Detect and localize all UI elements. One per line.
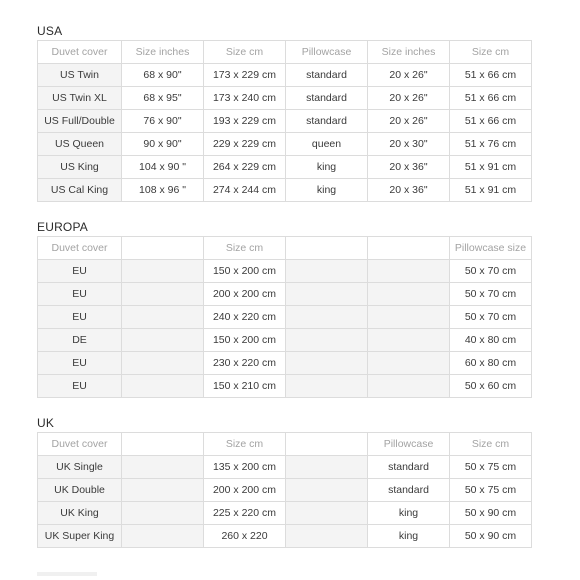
table-row xyxy=(38,179,532,202)
table-cell: 20 x 30" xyxy=(368,133,450,156)
usa-section-title: USA xyxy=(37,24,63,38)
table-cell: UK Single xyxy=(38,456,122,479)
table-cell xyxy=(286,352,368,375)
table-cell xyxy=(286,283,368,306)
table-row xyxy=(38,456,532,479)
table-cell: US Full/Double xyxy=(38,110,122,133)
table-cell: 200 x 200 cm xyxy=(204,479,286,502)
table-row xyxy=(38,375,532,398)
column-header: Size cm xyxy=(450,433,532,456)
table-cell: 260 x 220 xyxy=(204,525,286,548)
table-cell: 20 x 36" xyxy=(368,156,450,179)
table-cell: EU xyxy=(38,375,122,398)
column-header xyxy=(286,433,368,456)
footer-divider xyxy=(37,572,97,576)
table-cell: king xyxy=(368,525,450,548)
table-cell: 50 x 75 cm xyxy=(450,456,532,479)
table-row xyxy=(38,110,532,133)
table-cell xyxy=(286,306,368,329)
table-cell: US King xyxy=(38,156,122,179)
table-cell: 76 x 90" xyxy=(122,110,204,133)
column-header: Size cm xyxy=(450,41,532,64)
table-cell xyxy=(286,456,368,479)
table-cell xyxy=(286,329,368,352)
table-cell xyxy=(122,456,204,479)
usa-size-table xyxy=(37,40,532,202)
table-cell: 51 x 91 cm xyxy=(450,156,532,179)
table-cell: EU xyxy=(38,352,122,375)
column-header: Duvet cover xyxy=(38,433,122,456)
table-cell: king xyxy=(286,179,368,202)
table-cell: EU xyxy=(38,283,122,306)
table-cell: 50 x 70 cm xyxy=(450,306,532,329)
table-cell: 60 x 80 cm xyxy=(450,352,532,375)
table-cell: 20 x 26" xyxy=(368,110,450,133)
table-row xyxy=(38,479,532,502)
table-cell: standard xyxy=(368,479,450,502)
table-cell xyxy=(368,329,450,352)
table-row xyxy=(38,525,532,548)
table-cell: standard xyxy=(368,456,450,479)
table-row xyxy=(38,64,532,87)
table-cell xyxy=(122,260,204,283)
table-cell xyxy=(122,502,204,525)
table-cell: 135 x 200 cm xyxy=(204,456,286,479)
table-cell: 68 x 90" xyxy=(122,64,204,87)
europa-size-table xyxy=(37,236,532,398)
table-cell: 230 x 220 cm xyxy=(204,352,286,375)
table-row xyxy=(38,156,532,179)
column-header xyxy=(368,237,450,260)
table-row xyxy=(38,352,532,375)
table-cell: 50 x 90 cm xyxy=(450,525,532,548)
table-cell xyxy=(122,306,204,329)
table-cell: 150 x 210 cm xyxy=(204,375,286,398)
column-header: Size inches xyxy=(368,41,450,64)
table-cell: 20 x 26" xyxy=(368,64,450,87)
table-cell xyxy=(122,329,204,352)
uk-section-title: UK xyxy=(37,416,55,430)
table-cell: queen xyxy=(286,133,368,156)
table-cell: DE xyxy=(38,329,122,352)
table-cell xyxy=(286,479,368,502)
table-cell: 50 x 70 cm xyxy=(450,260,532,283)
column-header: Size cm xyxy=(204,433,286,456)
table-cell: 225 x 220 cm xyxy=(204,502,286,525)
europa-section-title: EUROPA xyxy=(37,220,88,234)
table-cell: king xyxy=(368,502,450,525)
table-cell xyxy=(286,375,368,398)
table-cell: 173 x 240 cm xyxy=(204,87,286,110)
table-cell xyxy=(286,502,368,525)
table-cell: UK King xyxy=(38,502,122,525)
column-header xyxy=(122,237,204,260)
table-cell: 200 x 200 cm xyxy=(204,283,286,306)
table-cell: 51 x 91 cm xyxy=(450,179,532,202)
table-cell: 90 x 90" xyxy=(122,133,204,156)
column-header: Pillowcase xyxy=(286,41,368,64)
table-cell: US Queen xyxy=(38,133,122,156)
table-cell: 50 x 60 cm xyxy=(450,375,532,398)
table-cell: UK Super King xyxy=(38,525,122,548)
table-cell: 50 x 90 cm xyxy=(450,502,532,525)
column-header: Size cm xyxy=(204,237,286,260)
table-cell: EU xyxy=(38,260,122,283)
table-cell: 264 x 229 cm xyxy=(204,156,286,179)
table-cell: US Cal King xyxy=(38,179,122,202)
table-cell: 240 x 220 cm xyxy=(204,306,286,329)
table-cell xyxy=(122,375,204,398)
table-cell xyxy=(286,525,368,548)
column-header xyxy=(122,433,204,456)
table-cell xyxy=(122,479,204,502)
table-cell xyxy=(368,260,450,283)
table-row xyxy=(38,283,532,306)
table-cell: 150 x 200 cm xyxy=(204,329,286,352)
table-cell: 50 x 75 cm xyxy=(450,479,532,502)
table-cell: EU xyxy=(38,306,122,329)
table-cell: 20 x 26" xyxy=(368,87,450,110)
table-cell: 50 x 70 cm xyxy=(450,283,532,306)
table-cell xyxy=(368,352,450,375)
usa-header-row xyxy=(38,41,532,64)
column-header: Duvet cover xyxy=(38,237,122,260)
table-cell: 150 x 200 cm xyxy=(204,260,286,283)
table-row xyxy=(38,133,532,156)
table-cell: standard xyxy=(286,87,368,110)
column-header: Pillowcase size xyxy=(450,237,532,260)
table-cell xyxy=(368,283,450,306)
table-cell: 229 x 229 cm xyxy=(204,133,286,156)
table-cell: 20 x 36" xyxy=(368,179,450,202)
table-cell: standard xyxy=(286,64,368,87)
table-row xyxy=(38,87,532,110)
table-cell xyxy=(286,260,368,283)
table-cell xyxy=(368,306,450,329)
table-cell: 51 x 76 cm xyxy=(450,133,532,156)
table-cell: US Twin XL xyxy=(38,87,122,110)
table-cell: king xyxy=(286,156,368,179)
table-cell: 104 x 90 " xyxy=(122,156,204,179)
table-cell: 68 x 95" xyxy=(122,87,204,110)
table-row xyxy=(38,502,532,525)
column-header: Pillowcase xyxy=(368,433,450,456)
column-header xyxy=(286,237,368,260)
table-cell: 51 x 66 cm xyxy=(450,87,532,110)
table-cell: 274 x 244 cm xyxy=(204,179,286,202)
table-cell xyxy=(122,525,204,548)
table-row xyxy=(38,306,532,329)
uk-size-table xyxy=(37,432,532,548)
table-cell xyxy=(122,283,204,306)
column-header: Size cm xyxy=(204,41,286,64)
table-cell: 108 x 96 " xyxy=(122,179,204,202)
table-cell: standard xyxy=(286,110,368,133)
uk-header-row xyxy=(38,433,532,456)
europa-header-row xyxy=(38,237,532,260)
table-cell xyxy=(122,352,204,375)
table-cell: 173 x 229 cm xyxy=(204,64,286,87)
table-cell: 193 x 229 cm xyxy=(204,110,286,133)
table-cell: US Twin xyxy=(38,64,122,87)
table-cell: 40 x 80 cm xyxy=(450,329,532,352)
column-header: Duvet cover xyxy=(38,41,122,64)
table-cell xyxy=(368,375,450,398)
table-cell: 51 x 66 cm xyxy=(450,64,532,87)
table-cell: 51 x 66 cm xyxy=(450,110,532,133)
column-header: Size inches xyxy=(122,41,204,64)
table-row xyxy=(38,260,532,283)
table-row xyxy=(38,329,532,352)
table-cell: UK Double xyxy=(38,479,122,502)
